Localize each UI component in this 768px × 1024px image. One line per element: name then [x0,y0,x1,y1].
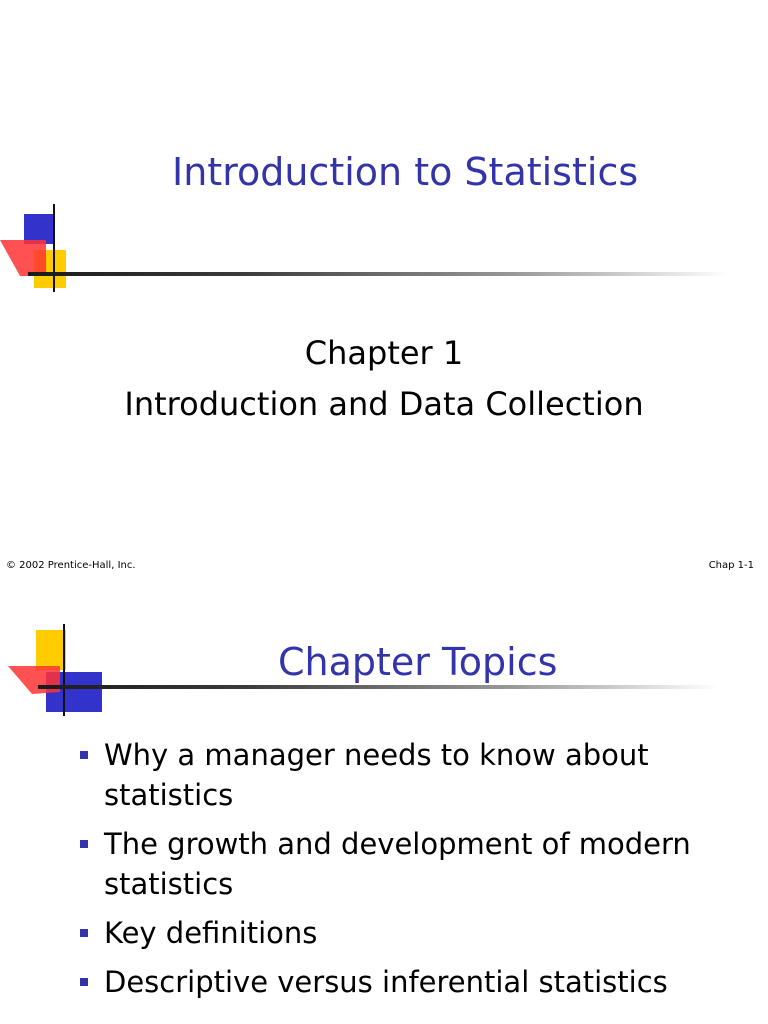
bullet-square-icon [80,751,88,759]
logo-yellow-square [36,630,66,670]
slide-number: Chap 1-1 [708,560,754,571]
list-item-text: Key definitions [104,916,318,950]
slide-title: Chapter Topics [278,640,558,684]
slide-subtitle [0,328,768,430]
decorative-squares-logo [0,200,100,300]
list-item [78,913,728,953]
logo-red-shape [0,240,46,276]
list-item [78,962,728,1002]
bullet-square-icon [80,929,88,937]
decorative-squares-logo [8,622,108,722]
logo-blue-square [24,214,54,244]
topic-list [78,735,728,1011]
slide-2 [0,590,768,1024]
bullet-square-icon [80,978,88,986]
list-item-text: The growth and development of modern statistics [104,827,691,901]
title-rule [28,272,728,276]
list-item [78,735,728,815]
subtitle-line-2: Introduction and Data Collection [124,385,644,423]
subtitle-line-1: Chapter 1 [304,334,464,372]
bullet-square-icon [80,840,88,848]
title-rule [38,685,718,689]
slide-title: Introduction to Statistics [172,150,639,194]
copyright-footer: © 2002 Prentice-Hall, Inc. [6,560,136,571]
logo-red-shape [8,666,60,694]
list-item [78,824,728,904]
list-item-text: Why a manager needs to know about statistics [104,738,649,812]
list-item-text: Descriptive versus inferential statistics [104,965,668,999]
